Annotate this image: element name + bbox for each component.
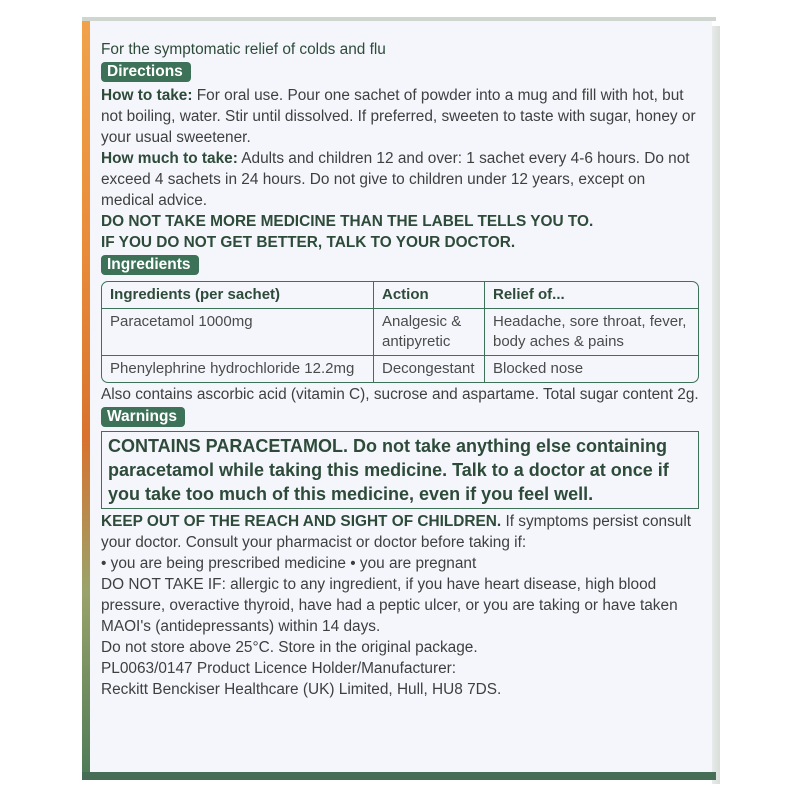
ingredients-heading: Ingredients [101,255,199,275]
box-right-edge [712,26,720,784]
ingredients-table [101,281,699,383]
licence-text: PL0063/0147 Product Licence Holder/Manufacturer: [101,660,457,677]
storage-text: Do not store above 25°C. Store in the original package. [101,639,478,656]
caution-line-2: IF YOU DO NOT GET BETTER, TALK TO YOUR DOCTOR. [101,234,516,251]
how-to-take-label: How to take: [101,87,193,104]
table-cell: Decongestant [374,356,485,382]
table-row [102,356,698,382]
table-cell: Paracetamol 1000mg [102,309,374,356]
keep-out-text: If symptoms persist consult your doctor. Consult your pharmacist or doctor before taking if: [101,513,692,551]
intro-text: For the symptomatic relief of colds and flu [101,41,386,58]
ingredients-note: Also contains ascorbic acid (vitamin C), sucrose and aspartame. Total sugar content 2g. [101,386,699,403]
table-cell: Analgesic & antipyretic [374,309,485,356]
caution-line-1: DO NOT TAKE MORE MEDICINE THAN THE LABEL TELLS YOU TO. [101,213,594,230]
table-cell: Headache, sore throat, fever, body aches & pains [485,309,698,356]
table-header-row [102,282,698,309]
column-header-ingredients: Ingredients (per sachet) [102,282,374,309]
how-to-take-text: For oral use. Pour one sachet of powder into a mug and fill with hot, but not boiling, water. Stir until dissolved. If preferred, sweeten to taste with sugar, honey or your usual sweetener. [101,87,696,146]
table-cell: Phenylephrine hydrochloride 12.2mg [102,356,374,382]
paracetamol-warning-box [101,431,699,509]
do-not-take-paragraph: DO NOT TAKE IF: allergic to any ingredient, if you have heart disease, high blood pressure, overactive thyroid, have had a peptic ulcer, or you are taking or have taken MAOI's (antidepressants) within 14 days. [101,576,678,635]
box-left-edge [82,21,90,779]
table-row [102,309,698,356]
warning-box-label: CONTAINS PARACETAMOL. [108,436,348,456]
column-header-action: Action [374,282,485,309]
warning-bullets: • you are being prescribed medicine • you are pregnant [101,555,477,572]
directions-heading: Directions [101,62,191,82]
manufacturer-text: Reckitt Benckiser Healthcare (UK) Limited, Hull, HU8 7DS. [101,681,502,698]
table-cell: Blocked nose [493,360,584,377]
keep-out-label: KEEP OUT OF THE REACH AND SIGHT OF CHILDREN. [101,513,502,530]
how-much-text: Adults and children 12 and over: 1 sachet every 4-6 hours. Do not exceed 4 sachets in 24 hours. Do not give to children under 12 years, except on medical advice. [101,150,690,209]
warning-box-text: Do not take anything else containing paracetamol while taking this medicine. Talk to a doctor at once if you take too much of this medicine, even if you feel well. [108,436,669,504]
how-much-label: How much to take: [101,150,238,167]
how-much-paragraph [101,148,701,211]
leaflet-content [101,39,701,700]
how-to-take-paragraph [101,85,701,148]
warnings-heading: Warnings [101,407,185,427]
leaflet-panel [90,21,712,772]
box-bottom-edge [82,772,716,780]
column-header-relief: Relief of... [485,282,698,309]
keep-out-paragraph [101,511,701,553]
